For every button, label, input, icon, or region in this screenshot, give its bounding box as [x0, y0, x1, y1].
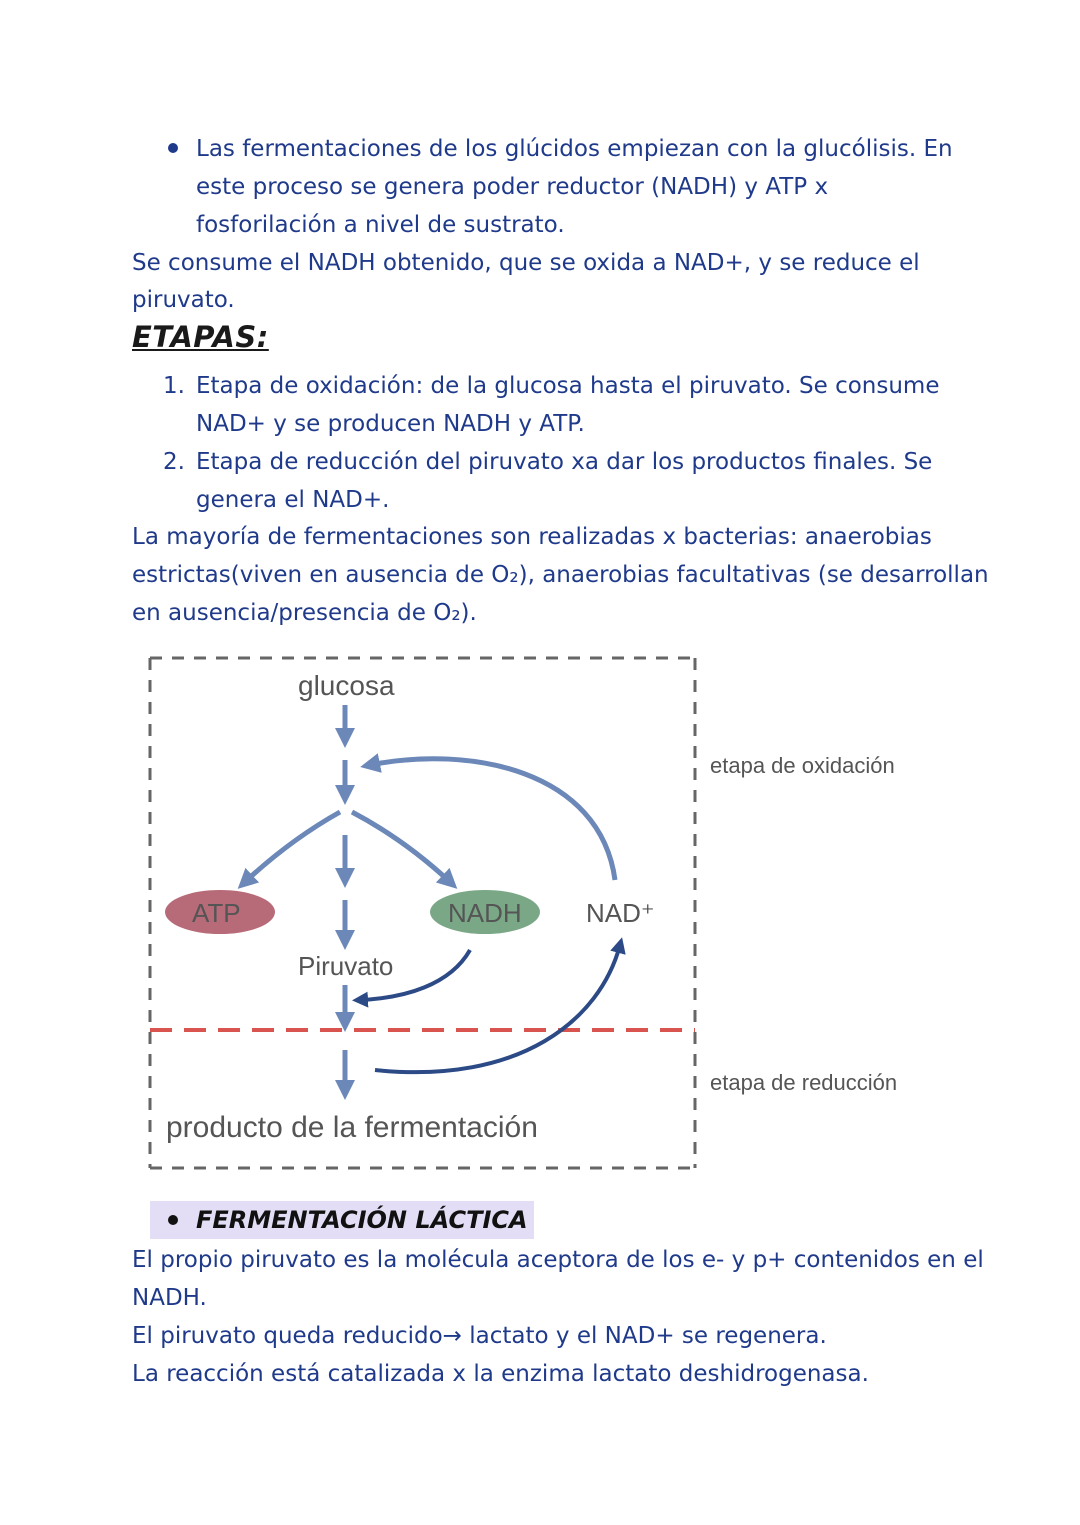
etapa-2-line-1: Etapa de reducción del piruvato xa dar los productos finales. Se	[196, 449, 933, 475]
lactica-line-4: La reacción está catalizada x la enzima lactato deshidrogenasa.	[132, 1361, 869, 1387]
lactica-line-3: El piruvato queda reducido→ lactato y el NAD+ se regenera.	[132, 1323, 827, 1349]
etapa-oxidacion-label: etapa de oxidación	[710, 753, 895, 778]
arrow-to-atp	[245, 812, 340, 882]
lactica-heading: FERMENTACIÓN LÁCTICA	[196, 1206, 528, 1234]
etapas-para-line-3: en ausencia/presencia de O₂).	[132, 600, 477, 626]
lactica-line-1: El propio piruvato es la molécula aceptora de los e- y p+ contenidos en el	[132, 1247, 984, 1273]
etapas-heading: ETAPAS:	[132, 320, 269, 354]
intro-bullet-line-3: fosforilación a nivel de sustrato.	[196, 212, 565, 238]
arrow-to-nadh	[352, 812, 450, 882]
etapa-2-line-2: genera el NAD+.	[196, 487, 390, 513]
piruvato-label: Piruvato	[298, 951, 394, 981]
atp-label: ATP	[192, 898, 241, 928]
glucosa-label: glucosa	[298, 670, 395, 701]
etapa-1-number: 1.	[163, 373, 185, 399]
etapa-2-number: 2.	[163, 449, 185, 475]
intro-bullet-line-2: este proceso se genera poder reductor (NADH) y ATP x	[196, 174, 829, 200]
etapa-1-line-1: Etapa de oxidación: de la glucosa hasta el piruvato. Se consume	[196, 373, 940, 399]
arrow-nad-return	[370, 759, 615, 880]
nad-plus-label: NAD⁺	[586, 898, 655, 928]
etapas-para-line-1: La mayoría de fermentaciones son realizadas x bacterias: anaerobias	[132, 524, 932, 550]
arrow-reduction-to-nad	[375, 945, 620, 1072]
etapa-1-line-2: NAD+ y se producen NADH y ATP.	[196, 411, 585, 437]
etapa-reduccion-label: etapa de reducción	[710, 1070, 898, 1095]
intro-para-line-1: Se consume el NADH obtenido, que se oxida a NAD+, y se reduce el	[132, 250, 920, 276]
intro-para-line-2: piruvato.	[132, 287, 235, 313]
lactica-bullet-dot	[168, 1215, 178, 1225]
nadh-label: NADH	[448, 898, 522, 928]
etapas-para-line-2: estrictas(viven en ausencia de O₂), anaerobias facultativas (se desarrollan	[132, 562, 989, 588]
producto-label: producto de la fermentación	[166, 1111, 538, 1144]
intro-bullet-line-1: Las fermentaciones de los glúcidos empiezan con la glucólisis. En	[196, 136, 953, 162]
lactica-line-2: NADH.	[132, 1285, 207, 1311]
